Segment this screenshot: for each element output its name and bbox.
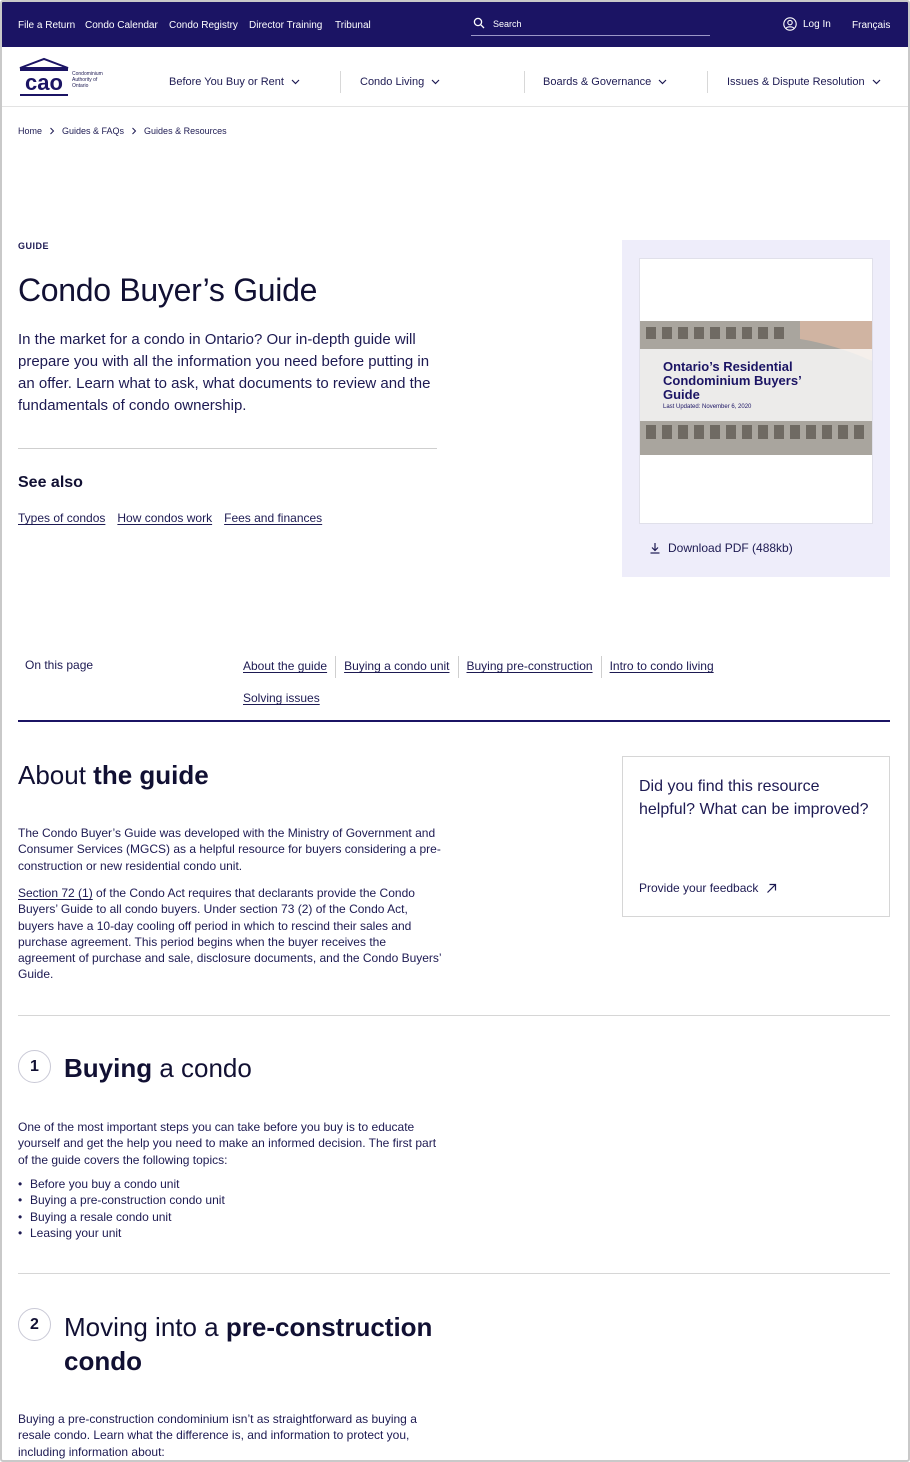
pdf-thumbnail[interactable]	[639, 258, 873, 524]
nav-boards-governance[interactable]: Boards & Governance	[543, 76, 667, 88]
link-fees-finances[interactable]: Fees and finances	[224, 511, 323, 525]
nav-issues-dispute[interactable]: Issues & Dispute Resolution	[727, 76, 881, 88]
toc-buying-condo-unit[interactable]: Buying a condo unit	[344, 659, 450, 673]
search-box[interactable]	[471, 16, 710, 36]
chevron-down-icon	[872, 79, 881, 85]
pdf-card	[622, 240, 890, 577]
on-this-page-links	[243, 656, 803, 720]
about-paragraph-1: The Condo Buyer’s Guide was developed with the Ministry of Government and Consumer Services (MGCS) as a helpful resource for buyers considering a pre-construction or new residential condo unit.	[18, 826, 441, 873]
divider	[18, 1273, 890, 1274]
section-divider	[18, 720, 890, 722]
link-director-training[interactable]: Director Training	[249, 20, 323, 31]
feedback-card	[622, 756, 890, 917]
logo-mark	[18, 57, 70, 97]
external-arrow-icon	[766, 883, 777, 894]
nav-divider	[524, 71, 525, 93]
link-condo-calendar[interactable]: Condo Calendar	[85, 20, 158, 31]
about-heading: About the guide	[18, 760, 209, 790]
breadcrumb-home[interactable]: Home	[18, 126, 43, 136]
page-eyebrow: GUIDE	[18, 241, 50, 251]
cover-title: Ontario’s Residential Condominium Buyers’ Guide	[663, 359, 801, 402]
nav-divider	[707, 71, 708, 93]
search-icon	[473, 17, 485, 29]
nav-before-you-buy[interactable]: Before You Buy or Rent	[169, 76, 300, 88]
toc-item	[243, 688, 328, 710]
search-input[interactable]	[493, 17, 693, 31]
login-button[interactable]	[783, 17, 831, 31]
divider	[18, 1015, 890, 1016]
user-icon	[783, 17, 797, 31]
cover-date: Last Updated: November 6, 2020	[663, 404, 752, 410]
download-icon	[649, 542, 661, 554]
chevron-right-icon	[131, 127, 137, 135]
chevron-down-icon	[431, 79, 440, 85]
feedback-question: Did you find this resource helpful? What can be improved?	[639, 778, 869, 818]
link-section-72[interactable]: Section 72 (1)	[18, 886, 93, 900]
list-item: • Buying a pre-construction condo unit	[18, 1192, 225, 1208]
breadcrumb-guides-resources[interactable]: Guides & Resources	[144, 126, 227, 136]
on-this-page-label: On this page	[25, 658, 94, 672]
nav-divider	[340, 71, 341, 93]
list-item: • Before you buy a condo unit	[18, 1176, 225, 1192]
toc-about-guide[interactable]: About the guide	[243, 659, 328, 673]
language-toggle[interactable]: Français	[852, 20, 891, 31]
toc-item	[601, 656, 722, 678]
about-paragraph-2: Section 72 (1) of the Condo Act requires that declarants provide the Condo Buyers’ Guide to all condo buyers. Under section 73 (2) of the Condo Act, buyers have a 10-day cooling off period in which to rescind their sales and purchase agreement. This period begins when the buyer receives the agreement of purchase and sale, disclosure documents, and the Condo Buyers’ Guide.	[18, 886, 442, 982]
list-item: • Buying a resale condo unit	[18, 1209, 225, 1225]
toc-buying-pre-construction[interactable]: Buying pre-construction	[466, 659, 593, 673]
toc-item	[458, 656, 601, 678]
chevron-down-icon	[658, 79, 667, 85]
link-types-of-condos[interactable]: Types of condos	[18, 511, 106, 525]
breadcrumb-guides-faqs[interactable]: Guides & FAQs	[62, 126, 125, 136]
toc-intro-condo-living[interactable]: Intro to condo living	[609, 659, 714, 673]
link-how-condos-work[interactable]: How condos work	[117, 511, 213, 525]
cao-logo[interactable]	[18, 57, 118, 97]
breadcrumb	[18, 126, 227, 136]
chevron-down-icon	[291, 79, 300, 85]
step-number-badge: 1	[18, 1050, 51, 1083]
toc-item	[335, 656, 457, 678]
section-2-heading: Moving into a pre-construction condo	[64, 1312, 433, 1376]
divider	[18, 448, 437, 449]
section-1-intro: One of the most important steps you can take before you buy is to educate yourself and get the help you need to make an informed decision. The first part of the guide covers the following topics:	[18, 1120, 437, 1167]
main-navigation	[2, 47, 908, 107]
link-tribunal[interactable]: Tribunal	[335, 20, 371, 31]
section-2-intro: Buying a pre-construction condominium isn’t as straightforward as buying a resale condo. Learn what the difference is, and information to protect you, including information about:	[18, 1412, 417, 1459]
utility-bar	[2, 2, 908, 47]
login-label: Log In	[803, 18, 831, 30]
nav-condo-living[interactable]: Condo Living	[360, 76, 440, 88]
section-1-topic-list	[18, 1176, 225, 1241]
cover-image	[640, 321, 872, 455]
section-1-heading: Buying a condo	[64, 1053, 252, 1083]
page-title: Condo Buyer’s Guide	[18, 272, 318, 308]
download-pdf-button[interactable]	[649, 541, 793, 555]
see-also-links	[18, 511, 322, 525]
logo-org-name: Condominium Authority of Ontario	[72, 71, 103, 89]
page-description: In the market for a condo in Ontario? Our in-depth guide will prepare you with all the information you need before putting in an offer. Learn what to ask, what documents to review and the fundamentals of condo ownership.	[18, 331, 431, 414]
toc-solving-issues[interactable]: Solving issues	[243, 691, 320, 705]
link-condo-registry[interactable]: Condo Registry	[169, 20, 238, 31]
toc-item	[243, 656, 335, 678]
download-label: Download PDF (488kb)	[668, 541, 793, 555]
svg-text:cao: cao	[25, 70, 63, 95]
link-file-a-return[interactable]: File a Return	[18, 20, 76, 31]
see-also-heading: See also	[18, 474, 83, 491]
list-item: • Leasing your unit	[18, 1225, 225, 1241]
step-number-badge: 2	[18, 1308, 51, 1341]
chevron-right-icon	[49, 127, 55, 135]
feedback-link[interactable]: Provide your feedback	[639, 881, 777, 895]
